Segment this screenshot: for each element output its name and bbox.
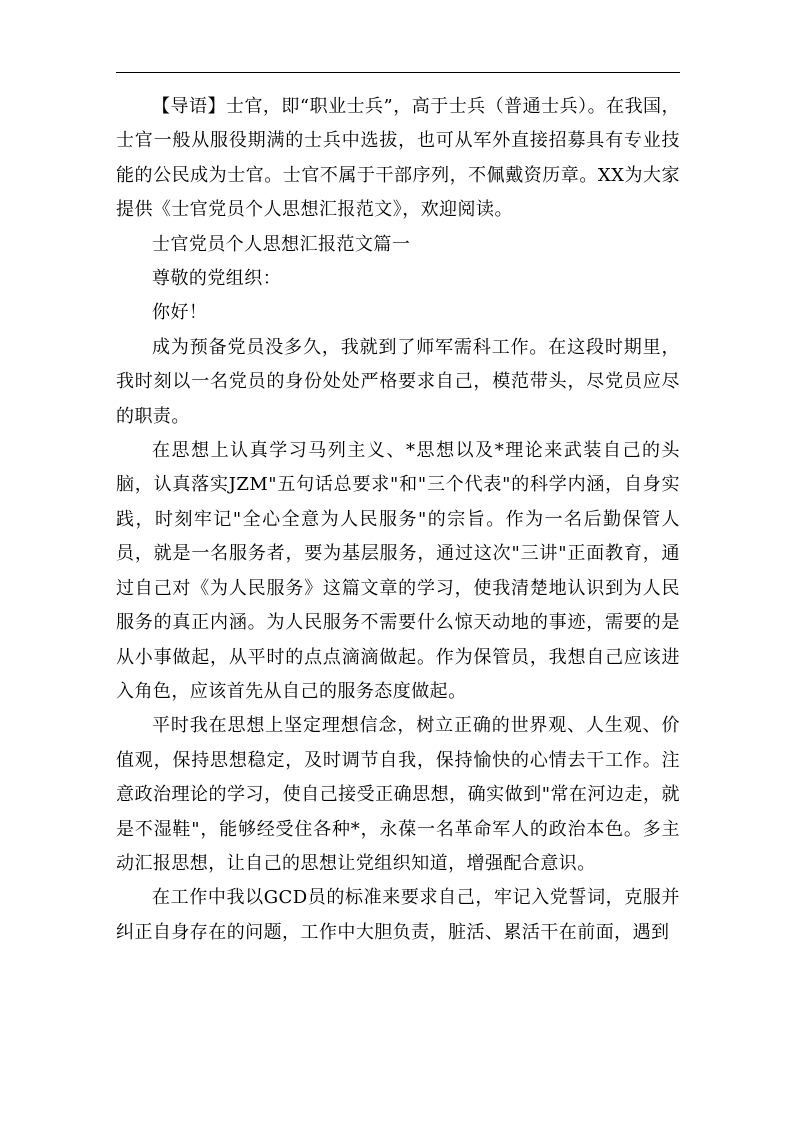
intro-paragraph: 【导语】士官，即“职业士兵”，高于士兵（普通士兵）。在我国，士官一般从服役期满的士兵中选拔，也可从军外直接招募具有专业技能的公民成为士官。士官不属于干部序列，不佩戴资历章。XX为大家提供《士官党员个人思想汇报范文》，欢迎阅读。 xyxy=(116,96,680,221)
greeting: 你好！ xyxy=(152,302,208,324)
body-paragraph: 成为预备党员没多久，我就到了师军需科工作。在这段时期里，我时刻以一名党员的身份处处严格要求自己，模范带头，尽党员应尽的职责。 xyxy=(116,336,680,427)
article-title: 士官党员个人思想汇报范文篇一 xyxy=(152,233,411,255)
body-paragraph: 平时我在思想上坚定理想信念，树立正确的世界观、人生观、价值观，保持思想稳定，及时调节自我，保持愉快的心情去干工作。注意政治理论的学习，使自己接受正确思想，确实做到"常在河边走，就是不湿鞋"，能够经受住各种*，永葆一名革命军人的政治本色。多主动汇报思想，让自己的思想让党组织知道，增强配合意识。 xyxy=(116,715,680,874)
salutation: 尊敬的党组织： xyxy=(152,268,282,290)
body-paragraph: 在思想上认真学习马列主义、*思想以及*理论来武装自己的头脑，认真落实JZM"五句话总要求"和"三个代表"的科学内涵，自身实践，时刻牢记"全心全意为人民服务"的宗旨。作为一名后勤保管人员，就是一名服务者，要为基层服务，通过这次"三讲"正面教育，通过自己对《为人民服务》这篇文章的学习，使我清楚地认识到为人民服务的真正内涵。为人民服务不需要什么惊天动地的事迹，需要的是从小事做起，从平时的点点滴滴做起。作为保管员，我想自己应该进入角色，应该首先从自己的服务态度做起。 xyxy=(116,440,680,702)
header-rule xyxy=(116,72,680,73)
body-paragraph: 在工作中我以GCD员的标准来要求自己，牢记入党誓词，克服并纠正自身存在的问题，工作中大胆负责，脏活、累活干在前面，遇到 xyxy=(116,887,680,943)
document-body xyxy=(116,90,680,950)
